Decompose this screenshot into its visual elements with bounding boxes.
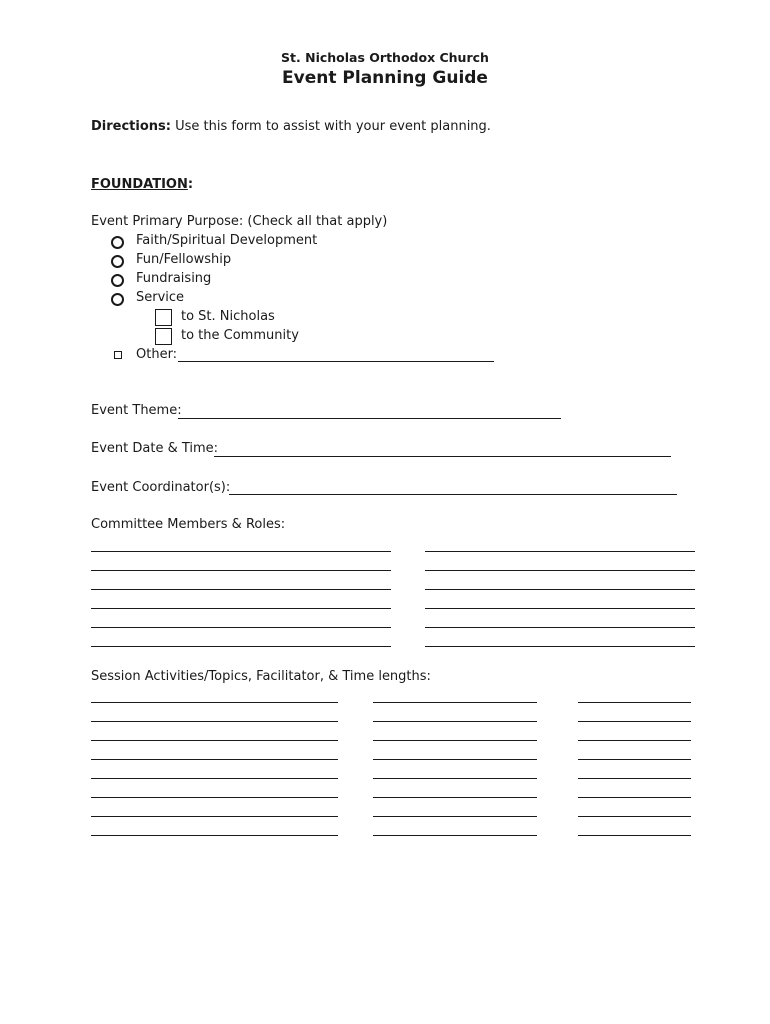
committee-role-line[interactable] <box>425 551 695 552</box>
other-label: Other: <box>136 347 178 362</box>
committee-line[interactable] <box>91 646 391 647</box>
radio-fun[interactable] <box>111 255 124 268</box>
session-facilitator-line[interactable] <box>373 759 537 760</box>
session-time-line[interactable] <box>578 835 691 836</box>
session-activity-line[interactable] <box>91 835 338 836</box>
session-facilitator-line[interactable] <box>373 721 537 722</box>
committee-role-line[interactable] <box>425 627 695 628</box>
session-activity-line[interactable] <box>91 797 338 798</box>
directions-text: Use this form to assist with your event planning. <box>175 119 491 134</box>
session-facilitator-line[interactable] <box>373 740 537 741</box>
page-title: Event Planning Guide <box>282 68 488 88</box>
session-facilitator-line[interactable] <box>373 816 537 817</box>
session-activity-line[interactable] <box>91 721 338 722</box>
checkbox-other[interactable] <box>114 351 122 359</box>
date-time-label: Event Date & Time: <box>91 441 219 456</box>
session-facilitator-line[interactable] <box>373 797 537 798</box>
directions <box>91 119 491 134</box>
committee-line[interactable] <box>91 608 391 609</box>
option-fun-label: Fun/Fellowship <box>136 252 232 267</box>
session-time-line[interactable] <box>578 702 691 703</box>
option-fundraising-label: Fundraising <box>136 271 212 286</box>
radio-fundraising[interactable] <box>111 274 124 287</box>
session-activity-line[interactable] <box>91 778 338 779</box>
session-facilitator-line[interactable] <box>373 778 537 779</box>
organization-name: St. Nicholas Orthodox Church <box>281 50 489 65</box>
session-time-line[interactable] <box>578 721 691 722</box>
coordinators-field[interactable] <box>229 494 677 495</box>
foundation-heading <box>91 177 193 192</box>
session-time-line[interactable] <box>578 740 691 741</box>
session-time-line[interactable] <box>578 759 691 760</box>
theme-field[interactable] <box>178 418 561 419</box>
session-time-line[interactable] <box>578 816 691 817</box>
option-faith-label: Faith/Spiritual Development <box>136 233 318 248</box>
committee-label: Committee Members & Roles: <box>91 517 286 532</box>
committee-role-line[interactable] <box>425 608 695 609</box>
session-activity-line[interactable] <box>91 702 338 703</box>
session-facilitator-line[interactable] <box>373 702 537 703</box>
radio-service[interactable] <box>111 293 124 306</box>
option-community-label: to the Community <box>181 328 299 343</box>
committee-line[interactable] <box>91 551 391 552</box>
committee-role-line[interactable] <box>425 646 695 647</box>
committee-line[interactable] <box>91 627 391 628</box>
other-field[interactable] <box>178 361 494 362</box>
committee-line[interactable] <box>91 589 391 590</box>
session-activity-line[interactable] <box>91 759 338 760</box>
session-activity-line[interactable] <box>91 740 338 741</box>
radio-faith[interactable] <box>111 236 124 249</box>
session-time-line[interactable] <box>578 778 691 779</box>
option-service-label: Service <box>136 290 185 305</box>
session-activity-line[interactable] <box>91 816 338 817</box>
foundation-heading-colon: : <box>187 177 194 192</box>
session-time-line[interactable] <box>578 797 691 798</box>
committee-role-line[interactable] <box>425 570 695 571</box>
sessions-label: Session Activities/Topics, Facilitator, & Time lengths: <box>91 669 431 684</box>
option-st-nicholas-label: to St. Nicholas <box>181 309 275 324</box>
date-time-field[interactable] <box>214 456 671 457</box>
theme-label: Event Theme: <box>91 403 182 418</box>
purpose-label: Event Primary Purpose: (Check all that apply) <box>91 214 388 229</box>
checkbox-st-nicholas[interactable] <box>155 309 172 326</box>
session-facilitator-line[interactable] <box>373 835 537 836</box>
committee-line[interactable] <box>91 570 391 571</box>
directions-label: Directions: <box>91 119 171 134</box>
foundation-heading-text: FOUNDATION <box>91 177 188 192</box>
checkbox-community[interactable] <box>155 328 172 345</box>
coordinators-label: Event Coordinator(s): <box>91 480 231 495</box>
committee-role-line[interactable] <box>425 589 695 590</box>
